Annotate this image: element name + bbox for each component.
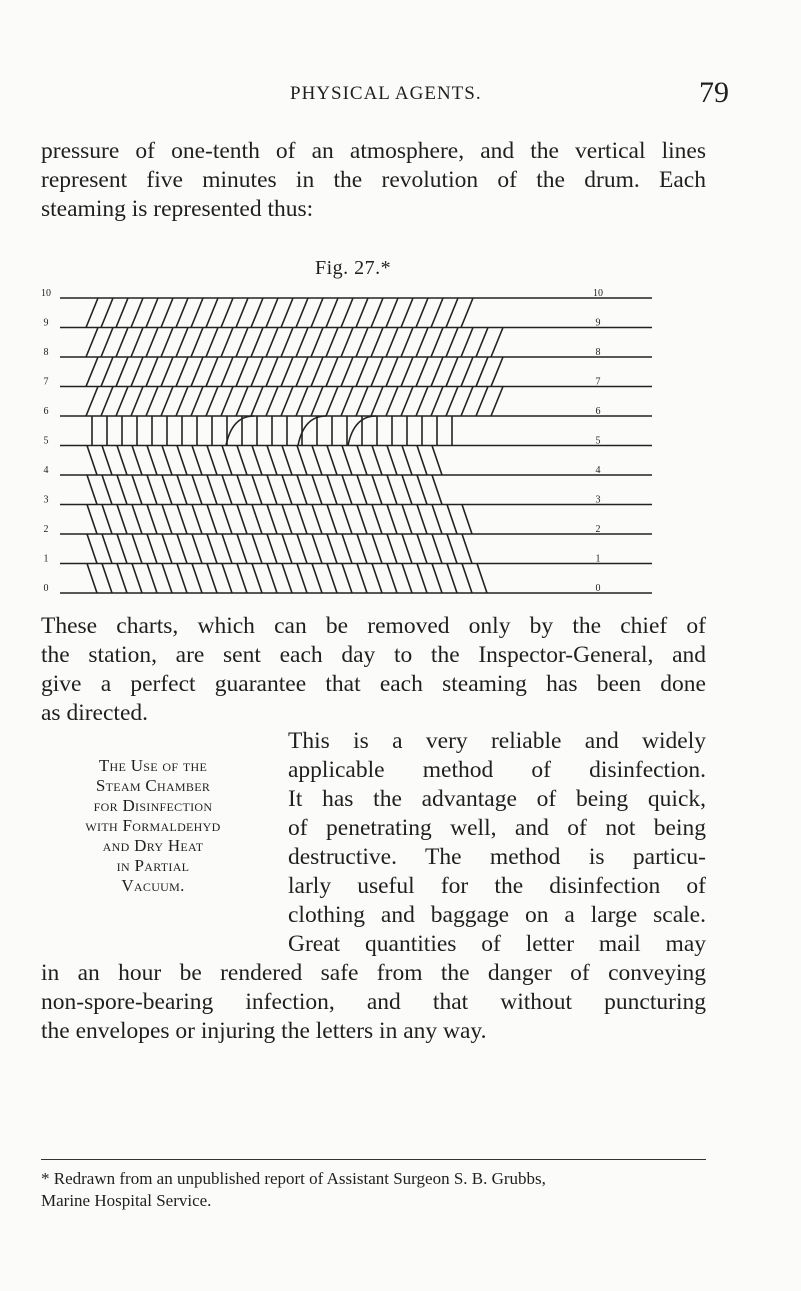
recorder-stroke [312, 534, 322, 564]
recorder-stroke [131, 298, 143, 328]
text-line: in an hour be rendered safe from the danger of conveying [41, 960, 706, 986]
recorder-stroke [192, 505, 202, 535]
recorder-stroke [432, 475, 442, 505]
recorder-stroke [191, 298, 203, 328]
marginal-heading [28, 756, 278, 896]
page-number: 79 [699, 76, 729, 109]
recorder-stroke [221, 328, 233, 358]
recorder-stroke [236, 357, 248, 387]
recorder-stroke [341, 328, 353, 358]
recorder-stroke [402, 505, 412, 535]
recorder-stroke [297, 475, 307, 505]
recorder-stroke [116, 357, 128, 387]
recorder-stroke [252, 446, 262, 476]
recorder-stroke [161, 357, 173, 387]
recorder-stroke [402, 475, 412, 505]
recorder-stroke [161, 328, 173, 358]
recorder-stroke [431, 387, 443, 417]
recorder-stroke [102, 564, 112, 594]
text-line: represent five minutes in the revolution of the drum. Each [41, 167, 706, 193]
recorder-stroke [117, 446, 127, 476]
scale-label-left: 5 [43, 435, 49, 447]
recorder-stroke [357, 446, 367, 476]
steaming-chart-figure [36, 276, 652, 594]
recorder-stroke [387, 446, 397, 476]
recorder-stroke [461, 357, 473, 387]
recorder-stroke [491, 357, 503, 387]
text-line: the station, are sent each day to the Inspector-General, and [41, 642, 706, 668]
recorder-stroke [192, 446, 202, 476]
recorder-stroke [237, 446, 247, 476]
recorder-stroke [177, 446, 187, 476]
recorder-stroke [401, 357, 413, 387]
recorder-stroke [387, 505, 397, 535]
recorder-stroke [207, 475, 217, 505]
scale-label-right: 6 [595, 406, 601, 417]
recorder-stroke [311, 328, 323, 358]
recorder-stroke [356, 328, 368, 358]
text-line: Great quantities of letter mail may [288, 931, 706, 957]
recorder-stroke [176, 357, 188, 387]
recorder-stroke [131, 387, 143, 417]
recorder-stroke [357, 505, 367, 535]
recorder-stroke [207, 534, 217, 564]
recorder-stroke [447, 534, 457, 564]
scale-label-right: 0 [595, 583, 601, 594]
recorder-stroke [461, 328, 473, 358]
recorder-stroke [147, 564, 157, 594]
recorder-stroke [132, 475, 142, 505]
recorder-stroke [401, 328, 413, 358]
recorder-stroke [326, 298, 338, 328]
recorder-stroke [251, 357, 263, 387]
recorder-stroke [386, 298, 398, 328]
scale-label-right: 7 [595, 376, 601, 388]
recorder-stroke [267, 446, 277, 476]
recorder-stroke [417, 564, 427, 594]
scale-label-right: 4 [595, 465, 601, 476]
recorder-stroke [221, 357, 233, 387]
recorder-stroke [177, 475, 187, 505]
scale-label-left: 2 [43, 524, 49, 535]
recorder-stroke [147, 534, 157, 564]
recorder-stroke [432, 564, 442, 594]
recorder-stroke [356, 357, 368, 387]
recorder-stroke [161, 298, 173, 328]
recorder-stroke [342, 564, 352, 594]
recorder-stroke [177, 564, 187, 594]
recorder-stroke [477, 564, 487, 594]
recorder-stroke [327, 564, 337, 594]
recorder-stroke [162, 446, 172, 476]
scale-label-left: 8 [43, 347, 49, 358]
scale-label-right: 1 [595, 553, 601, 565]
recorder-stroke [87, 564, 97, 594]
text-line: These charts, which can be removed only by the chief of [41, 613, 706, 639]
recorder-stroke [431, 328, 443, 358]
recorder-stroke [297, 446, 307, 476]
recorder-stroke [252, 505, 262, 535]
recorder-stroke [326, 387, 338, 417]
recorder-stroke [312, 564, 322, 594]
recorder-stroke [101, 387, 113, 417]
recorder-stroke [192, 534, 202, 564]
recorder-stroke [416, 357, 428, 387]
recorder-stroke [206, 298, 218, 328]
scale-label-left: 1 [43, 553, 49, 565]
recorder-stroke [102, 475, 112, 505]
scale-label-left: 0 [43, 583, 49, 594]
recorder-stroke [446, 387, 458, 417]
recorder-stroke [297, 505, 307, 535]
scale-label-left: 6 [43, 406, 49, 417]
recorder-stroke [191, 387, 203, 417]
recorder-stroke [207, 564, 217, 594]
recorder-stroke [386, 387, 398, 417]
paragraph-pressure [41, 137, 706, 224]
recorder-stroke [432, 446, 442, 476]
recorder-stroke [312, 446, 322, 476]
scale-label-left: 9 [43, 317, 49, 329]
recorder-stroke [402, 534, 412, 564]
cycle-arc [226, 416, 254, 446]
recorder-stroke [252, 534, 262, 564]
recorder-stroke [447, 505, 457, 535]
recorder-stroke [131, 357, 143, 387]
recorder-stroke [87, 534, 97, 564]
recorder-stroke [117, 534, 127, 564]
recorder-stroke [237, 564, 247, 594]
recorder-stroke [117, 564, 127, 594]
recorder-stroke [342, 475, 352, 505]
recorder-stroke [342, 534, 352, 564]
footnote [41, 1168, 706, 1212]
recorder-stroke [101, 328, 113, 358]
recorder-stroke [372, 505, 382, 535]
recorder-stroke [401, 298, 413, 328]
recorder-stroke [417, 446, 427, 476]
recorder-stroke [372, 534, 382, 564]
recorder-stroke [86, 387, 98, 417]
recorder-stroke [311, 387, 323, 417]
recorder-stroke [311, 357, 323, 387]
sidenote-line: with Formaldehyd [85, 816, 221, 835]
sidenote-line: in Partial [116, 856, 190, 875]
recorder-stroke [222, 534, 232, 564]
recorder-stroke [87, 505, 97, 535]
recorder-stroke [371, 387, 383, 417]
recorder-stroke [176, 298, 188, 328]
recorder-stroke [177, 505, 187, 535]
scale-label-right: 3 [595, 494, 601, 506]
recorder-stroke [176, 387, 188, 417]
recorder-stroke [311, 298, 323, 328]
recorder-stroke [146, 357, 158, 387]
text-line: non-spore-bearing infection, and that without puncturing [41, 989, 706, 1015]
recorder-stroke [462, 505, 472, 535]
recorder-stroke [266, 387, 278, 417]
recorder-stroke [132, 564, 142, 594]
scale-label-right: 8 [595, 347, 601, 358]
recorder-stroke [117, 505, 127, 535]
recorder-stroke [327, 505, 337, 535]
recorder-stroke [372, 475, 382, 505]
recorder-stroke [147, 475, 157, 505]
recorder-stroke [266, 328, 278, 358]
recorder-stroke [326, 328, 338, 358]
recorder-stroke [282, 505, 292, 535]
recorder-stroke [297, 534, 307, 564]
recorder-stroke [296, 357, 308, 387]
recorder-stroke [221, 387, 233, 417]
recorder-stroke [431, 298, 443, 328]
recorder-stroke [282, 446, 292, 476]
sidenote-line: Vacuum. [121, 876, 185, 895]
recorder-stroke [282, 475, 292, 505]
text-line: It has the advantage of being quick, [288, 786, 706, 812]
recorder-stroke [326, 357, 338, 387]
recorder-stroke [357, 534, 367, 564]
recorder-stroke [281, 298, 293, 328]
text-line: the envelopes or injuring the letters in any way. [41, 1018, 487, 1044]
recorder-stroke [236, 298, 248, 328]
recorder-stroke [491, 387, 503, 417]
recorder-stroke [446, 328, 458, 358]
recorder-stroke [387, 564, 397, 594]
text-line: larly useful for the disinfection of [288, 873, 706, 899]
recorder-stroke [417, 534, 427, 564]
recorder-stroke [207, 446, 217, 476]
recorder-stroke [402, 564, 412, 594]
recorder-stroke [102, 505, 112, 535]
recorder-stroke [312, 475, 322, 505]
recorder-stroke [101, 357, 113, 387]
recorder-stroke [282, 564, 292, 594]
recorder-stroke [251, 387, 263, 417]
recorder-stroke [356, 387, 368, 417]
text-line: as directed. [41, 700, 149, 726]
chart-grid [60, 298, 652, 593]
recorder-stroke [447, 564, 457, 594]
recorder-stroke [372, 446, 382, 476]
scale-label-left: 10 [41, 288, 51, 299]
recorder-stroke [87, 475, 97, 505]
recorder-stroke [296, 387, 308, 417]
recorder-stroke [102, 446, 112, 476]
text-line: give a perfect guarantee that each steaming has been done [41, 671, 706, 697]
recorder-stroke [432, 505, 442, 535]
sidenote-line: for Disinfection [93, 796, 213, 815]
recorder-stroke [191, 328, 203, 358]
chart-scale-left [41, 288, 51, 594]
recorder-stroke [161, 387, 173, 417]
recorder-stroke [267, 475, 277, 505]
recorder-stroke [147, 446, 157, 476]
recorder-stroke [236, 328, 248, 358]
recorder-stroke [476, 328, 488, 358]
recorder-stroke [206, 387, 218, 417]
recorder-stroke [461, 298, 473, 328]
scale-label-right: 2 [595, 524, 601, 535]
recorder-stroke [461, 387, 473, 417]
scale-label-left: 7 [43, 376, 49, 388]
footnote-line: * Redrawn from an unpublished report of Assistant Surgeon S. B. Grubbs, [41, 1169, 546, 1188]
recorder-stroke [327, 475, 337, 505]
recorder-stroke [252, 564, 262, 594]
recorder-stroke [386, 328, 398, 358]
recorder-stroke [237, 475, 247, 505]
recorder-stroke [177, 534, 187, 564]
recorder-stroke [86, 298, 98, 328]
recorder-stroke [206, 328, 218, 358]
recorder-stroke [341, 357, 353, 387]
recorder-stroke [251, 298, 263, 328]
text-line: steaming is represented thus: [41, 196, 314, 222]
recorder-stroke [192, 564, 202, 594]
recorder-stroke [116, 387, 128, 417]
recorder-stroke [221, 298, 233, 328]
recorder-stroke [116, 298, 128, 328]
recorder-stroke [402, 446, 412, 476]
recorder-stroke [192, 475, 202, 505]
recorder-stroke [296, 328, 308, 358]
recorder-stroke [267, 534, 277, 564]
text-line: applicable method of disinfection. [288, 757, 706, 783]
chart-scale-right [593, 288, 603, 594]
recorder-stroke [267, 505, 277, 535]
recorder-stroke [237, 534, 247, 564]
recorder-stroke [146, 328, 158, 358]
recorder-stroke [237, 505, 247, 535]
recorder-stroke [176, 328, 188, 358]
recorder-stroke [387, 534, 397, 564]
recorder-stroke [327, 446, 337, 476]
figure-caption: Fig. 27.* [315, 257, 392, 279]
recorder-stroke [132, 505, 142, 535]
recorder-stroke [102, 534, 112, 564]
recorder-stroke [281, 357, 293, 387]
recorder-stroke [356, 298, 368, 328]
recorder-stroke [131, 328, 143, 358]
footnote-line: Marine Hospital Service. [41, 1191, 212, 1210]
text-line: destructive. The method is particu- [288, 844, 706, 870]
recorder-stroke [251, 328, 263, 358]
recorder-stroke [132, 534, 142, 564]
text-line: pressure of one-tenth of an atmosphere, and the vertical lines [41, 138, 706, 164]
running-head: PHYSICAL AGENTS. [290, 83, 482, 104]
recorder-stroke [87, 446, 97, 476]
recorder-stroke [147, 505, 157, 535]
recorder-stroke [476, 357, 488, 387]
recorder-stroke [476, 387, 488, 417]
sidenote-line: and Dry Heat [102, 836, 204, 855]
scale-label-left: 4 [43, 465, 49, 476]
recorder-stroke [372, 564, 382, 594]
recorder-stroke [386, 357, 398, 387]
recorder-stroke [162, 475, 172, 505]
recorder-stroke [191, 357, 203, 387]
sidenote-line: The Use of the [98, 756, 208, 775]
recorder-stroke [371, 357, 383, 387]
recorder-stroke [86, 328, 98, 358]
recorder-stroke [296, 298, 308, 328]
recorder-stroke [446, 298, 458, 328]
text-line: This is a very reliable and widely [288, 728, 706, 754]
scale-label-left: 3 [43, 494, 49, 506]
scale-label-right: 10 [593, 288, 603, 299]
recorder-stroke [206, 357, 218, 387]
recorder-stroke [417, 475, 427, 505]
recorder-stroke [342, 446, 352, 476]
recorder-stroke [462, 564, 472, 594]
recorder-stroke [266, 298, 278, 328]
recorder-stroke [342, 505, 352, 535]
scale-label-right: 5 [595, 435, 601, 447]
recorder-stroke [462, 534, 472, 564]
text-line: clothing and baggage on a large scale. [288, 902, 706, 928]
recorder-stroke [86, 357, 98, 387]
recorder-stroke [416, 387, 428, 417]
recorder-stroke [341, 387, 353, 417]
recorder-stroke [281, 387, 293, 417]
recorder-stroke [132, 446, 142, 476]
recorder-stroke [417, 505, 427, 535]
recorder-stroke [431, 357, 443, 387]
recorder-stroke [371, 328, 383, 358]
recorder-stroke [282, 534, 292, 564]
recorder-stroke [401, 387, 413, 417]
recorder-stroke [446, 357, 458, 387]
scale-label-right: 9 [595, 317, 601, 329]
recorder-stroke [162, 564, 172, 594]
recorder-stroke [207, 505, 217, 535]
recorder-stroke [357, 475, 367, 505]
recorder-stroke [162, 534, 172, 564]
recorder-stroke [432, 534, 442, 564]
footnote-rule [41, 1159, 706, 1160]
recorder-stroke [387, 475, 397, 505]
recorder-stroke [267, 564, 277, 594]
recorder-stroke [101, 298, 113, 328]
recorder-stroke [416, 298, 428, 328]
recorder-stroke [222, 475, 232, 505]
recorder-stroke [312, 505, 322, 535]
recorder-stroke [297, 564, 307, 594]
recorder-stroke [357, 564, 367, 594]
sidenote-line: Steam Chamber [95, 776, 211, 795]
recorder-stroke [162, 505, 172, 535]
recorder-stroke [491, 328, 503, 358]
recorder-stroke [266, 357, 278, 387]
recorder-stroke [236, 387, 248, 417]
recorder-stroke [117, 475, 127, 505]
recorder-stroke [371, 298, 383, 328]
recorder-stroke [222, 564, 232, 594]
recorder-stroke [252, 475, 262, 505]
paragraph-charts [41, 612, 706, 728]
recorder-stroke [281, 328, 293, 358]
recorder-stroke [416, 328, 428, 358]
recorder-stroke [222, 505, 232, 535]
recorder-stroke [327, 534, 337, 564]
text-line: of penetrating well, and of not being [288, 815, 706, 841]
recorder-stroke [222, 446, 232, 476]
recorder-stroke [146, 387, 158, 417]
recorder-stroke [146, 298, 158, 328]
recorder-stroke [116, 328, 128, 358]
recorder-stroke [341, 298, 353, 328]
